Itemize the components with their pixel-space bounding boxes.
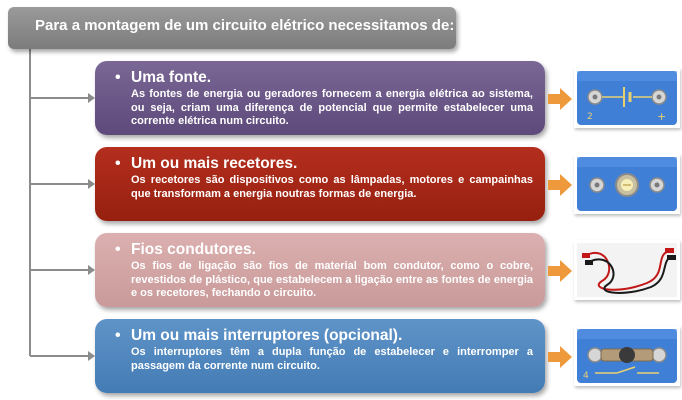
item-heading: • Uma fonte.: [131, 69, 533, 87]
item-heading: • Um ou mais recetores.: [131, 155, 533, 173]
arrow-right-icon: [548, 346, 572, 368]
arrow-right-icon: [548, 174, 572, 196]
diagram-title: Para a montagem de um circuito elétrico necessitamos de:: [8, 7, 456, 49]
lamp-module-icon: [577, 157, 677, 211]
battery-module-icon: [577, 71, 677, 125]
battery-module-image: [574, 68, 680, 128]
wires-image: [574, 240, 680, 300]
item-description: Os recetores são dispositivos como as lâmpadas, motores e campainhas que transformam a energia noutras formas de energia.: [131, 174, 533, 200]
arrow-right-icon: [548, 260, 572, 282]
connector-branch-1: [30, 93, 95, 103]
battery-label-plus: +: [657, 110, 667, 123]
switch-module-image: [574, 326, 680, 386]
item-description: As fontes de energia ou geradores fornecem a energia elétrica ao sistema, ou seja, criam uma diferença de potencial que permite estabelecer uma corrente elétrica num circuito.: [131, 88, 533, 127]
wires-icon: [577, 243, 677, 297]
connector-branch-3: [30, 265, 95, 275]
item-card-source: [95, 61, 545, 135]
item-card-wires: [95, 233, 545, 307]
item-heading: • Um ou mais interruptores (opcional).: [131, 327, 533, 345]
item-card-receivers: [95, 147, 545, 221]
lamp-module-image: [574, 154, 680, 214]
item-description: Os fios de ligação são fios de material bom condutor, como o cobre, revestidos de plástico, que estabelecem a ligação entre as fontes de energia e os recetores, fechando o circuito.: [131, 260, 533, 299]
item-description: Os interruptores têm a dupla função de estabelecer e interromper a passagem da corrente num circuito.: [131, 346, 533, 372]
battery-label-number: 2: [587, 112, 593, 122]
connector-branch-4: [30, 351, 95, 361]
item-card-switches: [95, 319, 545, 393]
item-heading: • Fios condutores.: [131, 241, 533, 259]
switch-label-number: 4: [583, 371, 589, 381]
switch-module-icon: [577, 329, 677, 383]
arrow-right-icon: [548, 88, 572, 110]
connector-branch-2: [30, 179, 95, 189]
